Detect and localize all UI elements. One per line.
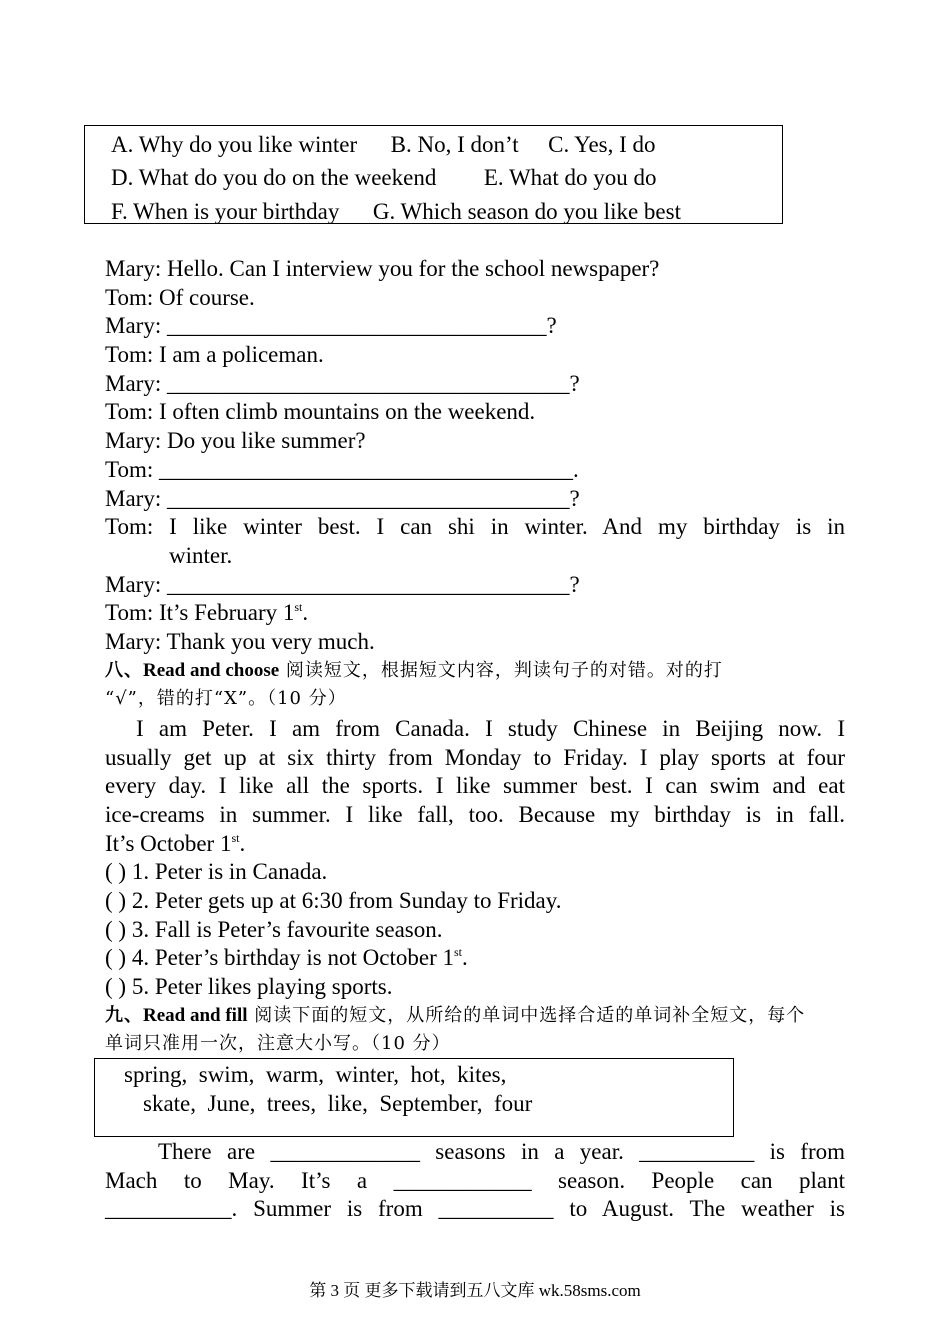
section-8-instruction: 阅读短文，根据短文内容，判读句子的对错。对的打 [279, 660, 723, 681]
superscript: st [231, 831, 240, 845]
section-9-instruction-2: 单词只准用一次，注意大小写。（10 分） [105, 1033, 451, 1054]
options-row-3 [111, 195, 681, 228]
fill-passage-line-3: ___________. Summer is from __________ to August. The weather is [105, 1196, 845, 1221]
fill-passage-line-1: There are _____________ seasons in a year. __________ is from [158, 1139, 845, 1164]
options-row-2 [111, 161, 657, 194]
punctuation: . [462, 945, 468, 970]
dialogue-line-13: Mary: Thank you very much. [105, 629, 375, 654]
dialogue-line-12-text: Tom: It’s February 1 [105, 600, 295, 625]
punctuation: . [239, 831, 246, 856]
section-8-title: Read and choose [143, 660, 280, 681]
dialogue-line-9: Mary: ___________________________________? [105, 486, 580, 511]
passage-line-1: I am Peter. I am from Canada. I study Chinese in Beijing now. I [136, 716, 845, 741]
word-bank-row-2: skate, June, trees, like, September, four [143, 1091, 533, 1116]
word-bank-row-1: spring, swim, warm, winter, hot, kites, [124, 1062, 507, 1087]
section-8-instruction-2: “√”，错的打“X”。（10 分） [105, 688, 347, 709]
section-9-number: 九、 [105, 1005, 143, 1026]
section-9-heading [105, 1002, 805, 1030]
question-1: ( ) 1. Peter is in Canada. [105, 859, 328, 884]
section-9-instruction-cont [105, 1030, 451, 1058]
option-d: D. What do you do on the weekend [111, 165, 437, 190]
passage-line-5 [105, 830, 245, 859]
dialogue-line-2: Tom: Of course. [105, 285, 255, 310]
option-e: E. What do you do [483, 165, 657, 190]
punctuation: . [302, 600, 309, 625]
question-5: ( ) 5. Peter likes playing sports. [105, 974, 393, 999]
dialogue-line-3: Mary: _________________________________? [105, 313, 557, 338]
dialogue-line-8: Tom: ____________________________________. [105, 457, 579, 482]
passage-line-5-text: It’s October 1 [105, 831, 232, 856]
fill-passage-line-2: Mach to May. It’s a ____________ season. People can plant [105, 1168, 845, 1193]
passage-line-3: every day. I like all the sports. I like summer best. I can swim and eat [105, 773, 845, 798]
dialogue-line-4: Tom: I am a policeman. [105, 342, 324, 367]
superscript: st [294, 600, 303, 614]
dialogue-line-12 [105, 599, 308, 628]
section-8-heading [105, 657, 723, 685]
section-8-instruction-cont [105, 685, 347, 713]
option-g: G. Which season do you like best [372, 199, 681, 224]
option-f: F. When is your birthday [111, 199, 340, 224]
page-footer: 第 3 页 更多下载请到五八文库 wk.58sms.com [309, 1281, 641, 1300]
section-8-number: 八、 [105, 660, 143, 681]
dialogue-line-11: Mary: ___________________________________? [105, 572, 580, 597]
passage-line-4: ice-creams in summer. I like fall, too. Because my birthday is in fall. [105, 802, 845, 827]
dialogue-line-10-cont: winter. [169, 543, 233, 568]
option-b: B. No, I don’t [390, 132, 519, 157]
superscript: st [453, 945, 462, 959]
option-a: A. Why do you like winter [111, 132, 358, 157]
dialogue-line-7: Mary: Do you like summer? [105, 428, 366, 453]
dialogue-line-1: Mary: Hello. Can I interview you for the school newspaper? [105, 256, 660, 281]
section-9-instruction: 阅读下面的短文，从所给的单词中选择合适的单词补全短文，每个 [247, 1005, 806, 1026]
dialogue-line-6: Tom: I often climb mountains on the weekend. [105, 399, 536, 424]
passage-line-2: usually get up at six thirty from Monday to Friday. I play sports at four [105, 745, 845, 770]
dialogue-line-5: Mary: ___________________________________? [105, 371, 580, 396]
question-4-text: ( ) 4. Peter’s birthday is not October 1 [105, 945, 454, 970]
question-2: ( ) 2. Peter gets up at 6:30 from Sunday to Friday. [105, 888, 562, 913]
dialogue-line-10: Tom: I like winter best. I can shi in winter. And my birthday is in [105, 514, 845, 539]
options-row-1 [111, 128, 656, 161]
option-c: C. Yes, I do [548, 132, 656, 157]
question-4 [105, 944, 468, 973]
section-9-title: Read and fill [143, 1005, 248, 1026]
question-3: ( ) 3. Fall is Peter’s favourite season. [105, 917, 443, 942]
